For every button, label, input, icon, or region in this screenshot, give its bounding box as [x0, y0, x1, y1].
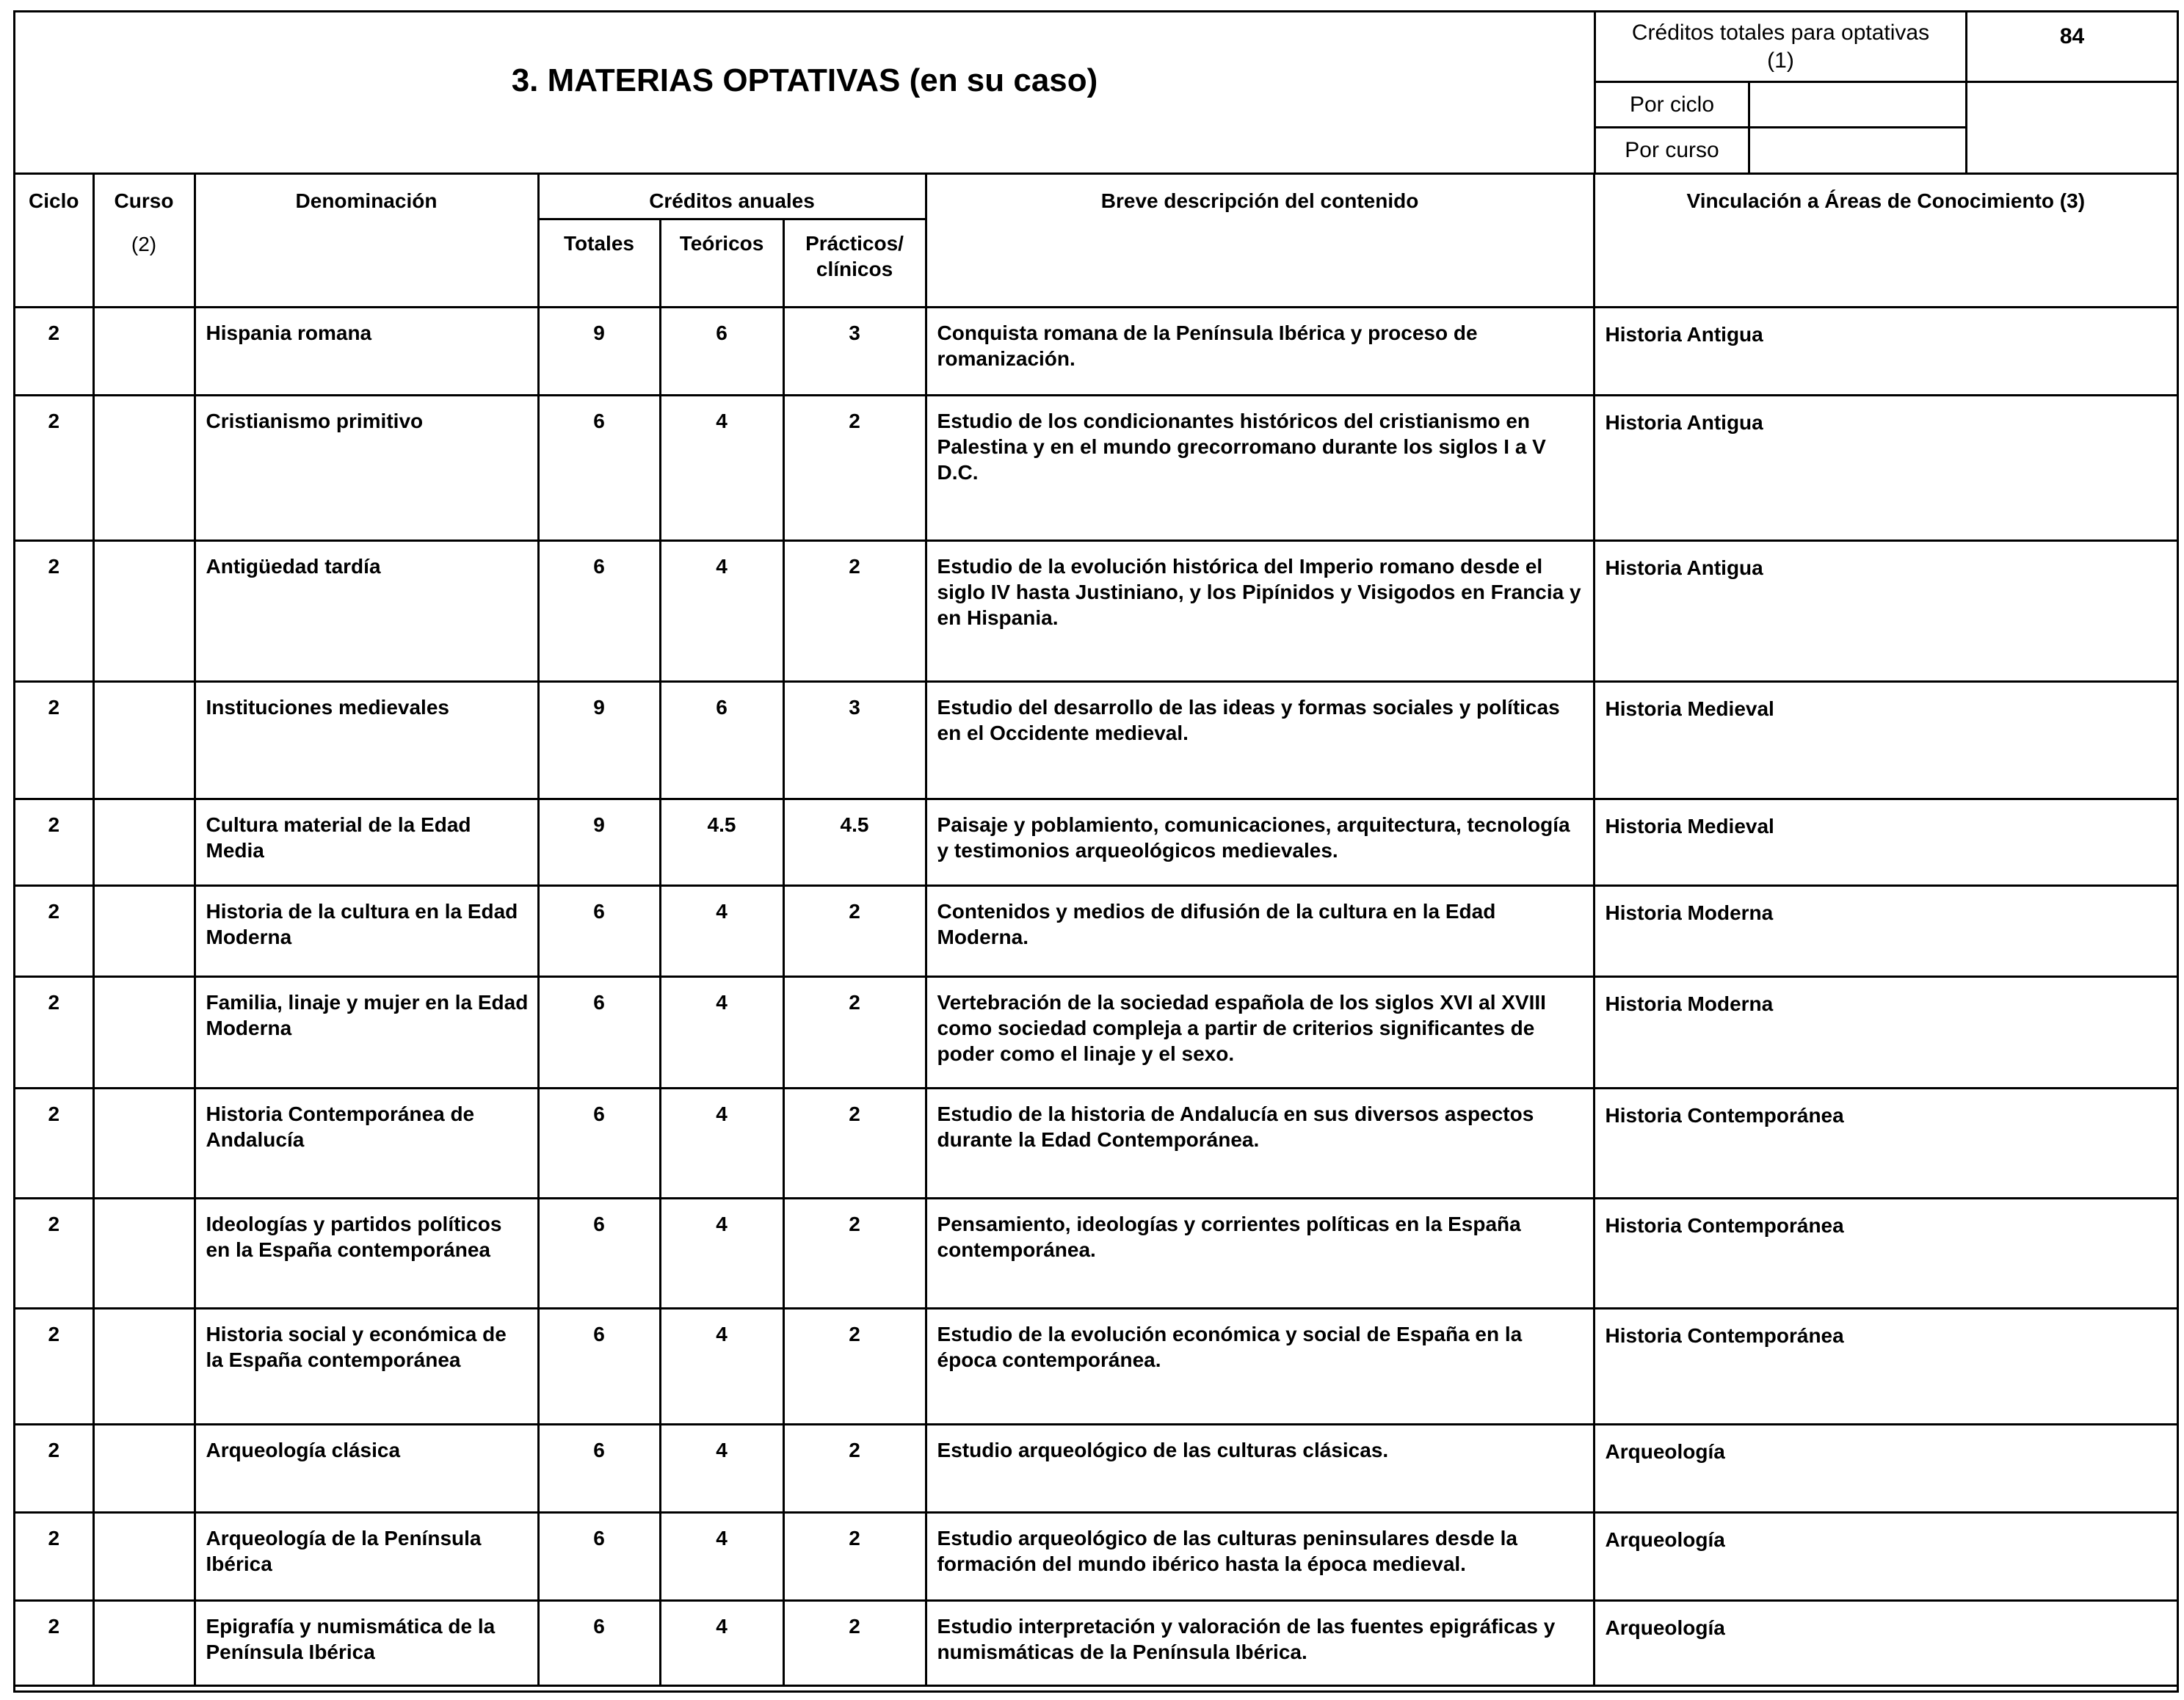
cell-descripcion: Estudio de la evolución histórica del Imperio romano desde el siglo IV hasta Justiniano, y los Pipínidos y Visigodos en Francia y en Hispania.: [926, 540, 1594, 681]
por-ciclo-label: Por ciclo: [1596, 83, 1750, 128]
cell-teoricos: 4: [660, 885, 783, 976]
cell-denominacion: Historia social y económica de la España contemporánea: [195, 1308, 538, 1424]
table-row: [15, 1308, 2177, 1424]
por-ciclo-value: [1750, 83, 1967, 128]
cell-ciclo: 2: [15, 1512, 93, 1600]
table-row: [15, 1088, 2177, 1198]
table-row: [15, 1512, 2177, 1600]
cell-curso: [93, 1198, 195, 1308]
cell-ciclo: 2: [15, 799, 93, 885]
table-row: [15, 799, 2177, 885]
cell-teoricos: 6: [660, 681, 783, 799]
cell-denominacion: Cristianismo primitivo: [195, 395, 538, 540]
col-practicos: Prácticos/ clínicos: [783, 219, 926, 307]
cell-denominacion: Instituciones medievales: [195, 681, 538, 799]
document-sheet: [13, 10, 2179, 1693]
cell-ciclo: 2: [15, 395, 93, 540]
cell-totales: 6: [538, 395, 660, 540]
cell-area: Historia Antigua: [1594, 307, 2177, 395]
cell-denominacion: Cultura material de la Edad Media: [195, 799, 538, 885]
cell-totales: 9: [538, 799, 660, 885]
page-title-cell: [15, 12, 1596, 172]
cell-denominacion: Arqueología de la Península Ibérica: [195, 1512, 538, 1600]
cell-area: Historia Medieval: [1594, 799, 2177, 885]
cell-practicos: 2: [783, 395, 926, 540]
col-denominacion: Denominación: [195, 175, 538, 307]
cell-teoricos: 4: [660, 1600, 783, 1685]
cell-totales: 6: [538, 1198, 660, 1308]
cell-descripcion: Estudio de la evolución económica y social de España en la época contemporánea.: [926, 1308, 1594, 1424]
cell-area: Arqueología: [1594, 1512, 2177, 1600]
cell-descripcion: Paisaje y poblamiento, comunicaciones, arquitectura, tecnología y testimonios arqueológicos medievales.: [926, 799, 1594, 885]
cell-area: Historia Antigua: [1594, 540, 2177, 681]
page-title: 3. MATERIAS OPTATIVAS (en su caso): [511, 62, 1098, 98]
cell-ciclo: 2: [15, 1198, 93, 1308]
cell-curso: [93, 976, 195, 1088]
cell-ciclo: 2: [15, 540, 93, 681]
cell-descripcion: Estudio arqueológico de las culturas peninsulares desde la formación del mundo ibérico hasta la época medieval.: [926, 1512, 1594, 1600]
cell-area: Historia Antigua: [1594, 395, 2177, 540]
cell-area: Historia Contemporánea: [1594, 1088, 2177, 1198]
cell-denominacion: Antigüedad tardía: [195, 540, 538, 681]
cell-totales: 6: [538, 1512, 660, 1600]
cell-practicos: 3: [783, 681, 926, 799]
cell-curso: [93, 1512, 195, 1600]
cell-area: Historia Moderna: [1594, 976, 2177, 1088]
cell-denominacion: Epigrafía y numismática de la Península Ibérica: [195, 1600, 538, 1685]
cell-totales: 6: [538, 1308, 660, 1424]
cell-descripcion: Conquista romana de la Península Ibérica y proceso de romanización.: [926, 307, 1594, 395]
cell-ciclo: 2: [15, 1424, 93, 1512]
cell-totales: 6: [538, 540, 660, 681]
cell-denominacion: Arqueología clásica: [195, 1424, 538, 1512]
table-row: [15, 307, 2177, 395]
table-row: [15, 540, 2177, 681]
cell-practicos: 2: [783, 885, 926, 976]
cell-descripcion: Estudio de los condicionantes históricos del cristianismo en Palestina y en el mundo grecorromano durante los siglos I a V D.C.: [926, 395, 1594, 540]
cell-practicos: 2: [783, 1424, 926, 1512]
cell-denominacion: Familia, linaje y mujer en la Edad Moderna: [195, 976, 538, 1088]
header-block: [15, 12, 2177, 175]
cell-area: Historia Medieval: [1594, 681, 2177, 799]
cell-area: Historia Contemporánea: [1594, 1198, 2177, 1308]
cell-descripcion: Estudio arqueológico de las culturas clásicas.: [926, 1424, 1594, 1512]
cell-area: Historia Contemporánea: [1594, 1308, 2177, 1424]
cell-curso: [93, 799, 195, 885]
cell-curso: [93, 1424, 195, 1512]
optativas-table: [15, 175, 2177, 1687]
table-row: [15, 885, 2177, 976]
cell-teoricos: 4: [660, 1088, 783, 1198]
cell-totales: 9: [538, 307, 660, 395]
col-totales: Totales: [538, 219, 660, 307]
col-ciclo: Ciclo: [15, 175, 93, 307]
cell-ciclo: 2: [15, 1600, 93, 1685]
cell-descripcion: Vertebración de la sociedad española de los siglos XVI al XVIII como sociedad compleja a partir de criterios significantes de poder como el linaje y el sexo.: [926, 976, 1594, 1088]
cell-teoricos: 6: [660, 307, 783, 395]
cell-ciclo: 2: [15, 1308, 93, 1424]
cell-practicos: 2: [783, 540, 926, 681]
col-curso-label: Curso: [114, 189, 174, 212]
cell-denominacion: Ideologías y partidos políticos en la España contemporánea: [195, 1198, 538, 1308]
creditos-totales-note: (1): [1767, 48, 1794, 73]
cell-area: Arqueología: [1594, 1600, 2177, 1685]
table-body: [15, 307, 2177, 1685]
cell-practicos: 3: [783, 307, 926, 395]
table-row: [15, 1600, 2177, 1685]
col-curso: [93, 175, 195, 307]
cell-practicos: 4.5: [783, 799, 926, 885]
table-row: [15, 1198, 2177, 1308]
col-teoricos: Teóricos: [660, 219, 783, 307]
cell-curso: [93, 395, 195, 540]
cell-totales: 6: [538, 1600, 660, 1685]
table-row: [15, 395, 2177, 540]
cell-teoricos: 4: [660, 976, 783, 1088]
cell-curso: [93, 540, 195, 681]
cell-teoricos: 4.5: [660, 799, 783, 885]
cell-curso: [93, 307, 195, 395]
header-row-1: [15, 175, 2177, 219]
cell-curso: [93, 885, 195, 976]
cell-practicos: 2: [783, 1198, 926, 1308]
creditos-totales-label-cell: [1596, 12, 1967, 83]
cell-denominacion: Historia Contemporánea de Andalucía: [195, 1088, 538, 1198]
cell-teoricos: 4: [660, 1198, 783, 1308]
cell-ciclo: 2: [15, 1088, 93, 1198]
creditos-totales-value: 84: [1967, 12, 2177, 83]
cell-totales: 6: [538, 976, 660, 1088]
cell-ciclo: 2: [15, 976, 93, 1088]
cell-teoricos: 4: [660, 1424, 783, 1512]
cell-descripcion: Contenidos y medios de difusión de la cultura en la Edad Moderna.: [926, 885, 1594, 976]
cell-denominacion: Historia de la cultura en la Edad Moderna: [195, 885, 538, 976]
por-curso-value: [1750, 128, 1967, 172]
table-row: [15, 976, 2177, 1088]
cell-curso: [93, 1088, 195, 1198]
creditos-totales-label: Créditos totales para optativas: [1631, 20, 1930, 45]
cell-denominacion: Hispania romana: [195, 307, 538, 395]
col-vinculacion: Vinculación a Áreas de Conocimiento (3): [1594, 175, 2177, 307]
cell-totales: 6: [538, 1424, 660, 1512]
cell-descripcion: Estudio de la historia de Andalucía en sus diversos aspectos durante la Edad Contemporánea.: [926, 1088, 1594, 1198]
cell-curso: [93, 1600, 195, 1685]
cell-curso: [93, 1308, 195, 1424]
cell-totales: 9: [538, 681, 660, 799]
cell-practicos: 2: [783, 1512, 926, 1600]
cell-teoricos: 4: [660, 395, 783, 540]
cell-area: Arqueología: [1594, 1424, 2177, 1512]
table-row: [15, 1424, 2177, 1512]
cell-totales: 6: [538, 885, 660, 976]
cell-ciclo: 2: [15, 307, 93, 395]
cell-practicos: 2: [783, 1600, 926, 1685]
cell-teoricos: 4: [660, 1512, 783, 1600]
cell-ciclo: 2: [15, 681, 93, 799]
table-row: [15, 681, 2177, 799]
cell-descripcion: Estudio interpretación y valoración de las fuentes epigráficas y numismáticas de la Península Ibérica.: [926, 1600, 1594, 1685]
cell-descripcion: Estudio del desarrollo de las ideas y formas sociales y políticas en el Occidente medieval.: [926, 681, 1594, 799]
cell-descripcion: Pensamiento, ideologías y corrientes políticas en la España contemporánea.: [926, 1198, 1594, 1308]
por-curso-label: Por curso: [1596, 128, 1750, 172]
cell-totales: 6: [538, 1088, 660, 1198]
cell-teoricos: 4: [660, 540, 783, 681]
cell-practicos: 2: [783, 1088, 926, 1198]
cell-practicos: 2: [783, 1308, 926, 1424]
col-creditos-anuales: Créditos anuales: [538, 175, 926, 219]
cell-ciclo: 2: [15, 885, 93, 976]
cell-teoricos: 4: [660, 1308, 783, 1424]
col-curso-note: (2): [131, 233, 157, 255]
cell-practicos: 2: [783, 976, 926, 1088]
credits-summary: [1596, 12, 2177, 172]
cell-area: Historia Moderna: [1594, 885, 2177, 976]
col-descripcion: Breve descripción del contenido: [926, 175, 1594, 307]
cell-curso: [93, 681, 195, 799]
